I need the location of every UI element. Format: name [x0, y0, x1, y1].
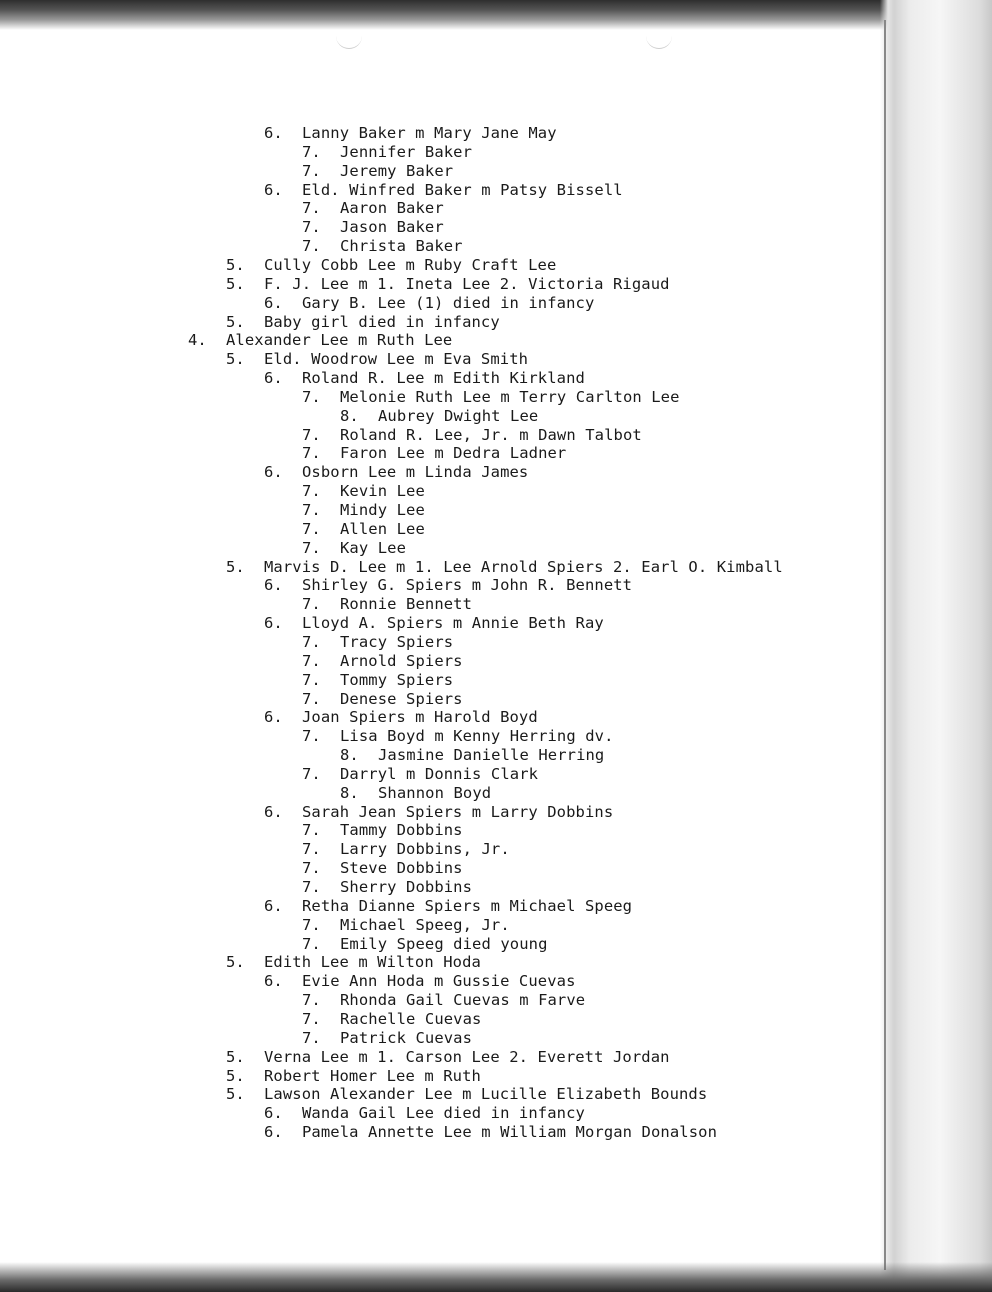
entry-text: Lloyd A. Spiers m Annie Beth Ray [302, 614, 604, 633]
generation-number: 7. [302, 1009, 321, 1028]
entry-text: Wanda Gail Lee died in infancy [302, 1104, 585, 1123]
entry-text: Baby girl died in infancy [264, 312, 500, 331]
generation-number: 6. [264, 614, 283, 633]
genealogy-entry [226, 350, 528, 369]
entry-text: Roland R. Lee, Jr. m Dawn Talbot [340, 425, 642, 444]
genealogy-entry [302, 991, 585, 1010]
entry-text: Lanny Baker m Mary Jane May [302, 124, 557, 142]
generation-number: 6. [264, 463, 283, 482]
entry-text: Denese Spiers [340, 689, 463, 708]
generation-number: 7. [302, 482, 321, 501]
genealogy-entry [302, 482, 425, 501]
entry-text: Lisa Boyd m Kenny Herring dv. [340, 727, 614, 746]
generation-number: 7. [302, 387, 321, 406]
generation-number: 7. [302, 595, 321, 614]
punch-hole-mark [336, 36, 362, 49]
generation-number: 5. [226, 1085, 245, 1104]
genealogy-entry [264, 181, 623, 200]
entry-text: Joan Spiers m Harold Boyd [302, 708, 538, 727]
generation-number: 6. [264, 124, 283, 142]
genealogy-entry [226, 313, 500, 332]
genealogy-entry [302, 633, 453, 652]
entry-text: Pamela Annette Lee m William Morgan Donalson [302, 1123, 717, 1142]
genealogy-entry [302, 840, 510, 859]
generation-number: 5. [226, 953, 245, 972]
genealogy-entry [340, 407, 538, 426]
entry-text: Cully Cobb Lee m Ruby Craft Lee [264, 255, 557, 274]
generation-number: 8. [340, 746, 359, 765]
entry-text: Faron Lee m Dedra Ladner [340, 444, 567, 463]
generation-number: 4. [188, 331, 207, 350]
genealogy-entry [302, 426, 642, 445]
genealogy-entry [302, 727, 614, 746]
genealogy-entry [264, 803, 613, 822]
entry-text: Patrick Cuevas [340, 1028, 473, 1047]
entry-text: Ronnie Bennett [340, 595, 473, 614]
genealogy-entry [302, 595, 472, 614]
entry-text: Jasmine Danielle Herring [378, 746, 605, 765]
genealogy-entry [226, 953, 481, 972]
entry-text: Eld. Winfred Baker m Patsy Bissell [302, 180, 623, 199]
generation-number: 7. [302, 670, 321, 689]
genealogy-entry [302, 199, 444, 218]
genealogy-entry [226, 1085, 707, 1104]
entry-text: Tracy Spiers [340, 632, 454, 651]
entry-text: Kevin Lee [340, 482, 425, 501]
genealogy-entry [302, 1010, 481, 1029]
generation-number: 7. [302, 840, 321, 859]
generation-number: 7. [302, 651, 321, 670]
generation-number: 7. [302, 425, 321, 444]
generation-number: 7. [302, 878, 321, 896]
generation-number: 7. [302, 632, 321, 651]
generation-number: 7. [302, 991, 321, 1010]
generation-number: 7. [302, 501, 321, 519]
generation-number: 5. [226, 1047, 245, 1066]
entry-text: Sarah Jean Spiers m Larry Dobbins [302, 802, 614, 821]
generation-number: 6. [264, 1104, 283, 1123]
entry-text: Jennifer Baker [340, 142, 473, 161]
genealogy-entry [302, 218, 444, 237]
generation-number: 7. [302, 142, 321, 161]
genealogy-entry [264, 972, 576, 991]
genealogy-entry [302, 520, 425, 539]
entry-text: Retha Dianne Spiers m Michael Speeg [302, 896, 633, 915]
entry-text: Christa Baker [340, 237, 463, 256]
entry-text: Rhonda Gail Cuevas m Farve [340, 991, 586, 1010]
entry-text: Alexander Lee m Ruth Lee [226, 331, 453, 350]
generation-number: 7. [302, 821, 321, 840]
generation-number: 7. [302, 199, 321, 218]
genealogy-entry [264, 897, 632, 916]
generation-number: 7. [302, 237, 321, 256]
genealogy-entry [302, 671, 453, 690]
generation-number: 6. [264, 1123, 283, 1142]
genealogy-entry [302, 652, 463, 671]
entry-text: Tammy Dobbins [340, 821, 463, 840]
entry-text: Darryl m Donnis Clark [340, 764, 539, 783]
genealogy-entry [340, 784, 491, 803]
generation-number: 7. [302, 727, 321, 746]
entry-text: Osborn Lee m Linda James [302, 463, 529, 482]
generation-number: 7. [302, 859, 321, 878]
entry-text: Marvis D. Lee m 1. Lee Arnold Spiers 2. Earl O. Kimball [264, 557, 783, 576]
generation-number: 5. [226, 1066, 245, 1085]
entry-text: Evie Ann Hoda m Gussie Cuevas [302, 972, 576, 991]
genealogy-entry [226, 275, 670, 294]
genealogy-entry [302, 237, 463, 256]
generation-number: 5. [226, 557, 245, 576]
genealogy-entry [302, 444, 566, 463]
generation-number: 7. [302, 218, 321, 237]
generation-number: 5. [226, 274, 245, 293]
generation-number: 7. [302, 764, 321, 783]
entry-text: Steve Dobbins [340, 859, 463, 878]
page-edge [884, 20, 886, 1270]
generation-number: 6. [264, 896, 283, 915]
entry-text: Sherry Dobbins [340, 878, 473, 896]
generation-number: 7. [302, 519, 321, 538]
genealogy-entry [264, 369, 585, 388]
entry-text: Shirley G. Spiers m John R. Bennett [302, 576, 633, 595]
entry-text: Michael Speeg, Jr. [340, 915, 510, 934]
entry-text: Melonie Ruth Lee m Terry Carlton Lee [340, 387, 680, 406]
generation-number: 7. [302, 915, 321, 934]
genealogy-entry [302, 539, 406, 558]
entry-text: Eld. Woodrow Lee m Eva Smith [264, 350, 529, 369]
entry-text: Robert Homer Lee m Ruth [264, 1066, 481, 1085]
entry-text: Allen Lee [340, 519, 425, 538]
genealogy-entry [264, 1104, 585, 1123]
generation-number: 5. [226, 312, 245, 331]
generation-number: 6. [264, 576, 283, 595]
generation-number: 7. [302, 444, 321, 463]
genealogy-entry [226, 256, 556, 275]
generation-number: 6. [264, 180, 283, 199]
genealogy-entry [302, 162, 453, 181]
entry-text: Kay Lee [340, 538, 407, 557]
binding-shadow [880, 0, 992, 1292]
genealogy-entry [302, 690, 463, 709]
entry-text: Jason Baker [340, 218, 444, 237]
genealogy-entry [302, 916, 510, 935]
generation-number: 5. [226, 255, 245, 274]
entry-text: Edith Lee m Wilton Hoda [264, 953, 481, 972]
entry-text: Arnold Spiers [340, 651, 463, 670]
entry-text: Jeremy Baker [340, 161, 454, 180]
genealogy-entry [188, 331, 452, 350]
entry-text: Verna Lee m 1. Carson Lee 2. Everett Jordan [264, 1047, 670, 1066]
entry-text: Emily Speeg died young [340, 934, 548, 953]
generation-number: 7. [302, 538, 321, 557]
genealogy-entry [226, 558, 783, 577]
entry-text: Gary B. Lee (1) died in infancy [302, 293, 595, 312]
entry-text: Aaron Baker [340, 199, 444, 218]
genealogy-entry [302, 935, 548, 954]
genealogy-entry [226, 1048, 670, 1067]
entry-text: Roland R. Lee m Edith Kirkland [302, 369, 585, 388]
entry-text: Tommy Spiers [340, 670, 454, 689]
genealogy-entry [302, 859, 463, 878]
generation-number: 8. [340, 406, 359, 425]
generation-number: 8. [340, 783, 359, 802]
genealogy-entry [302, 388, 680, 407]
generation-number: 6. [264, 708, 283, 727]
entry-text: Aubrey Dwight Lee [378, 406, 539, 425]
scan-shadow-bottom [0, 1262, 992, 1292]
genealogy-entry [302, 765, 538, 784]
punch-hole-mark [646, 36, 672, 49]
genealogy-entry [226, 1067, 481, 1086]
entry-text: Rachelle Cuevas [340, 1009, 482, 1028]
entry-text: Larry Dobbins, Jr. [340, 840, 510, 859]
genealogy-entry [264, 1123, 717, 1142]
genealogy-entry [264, 614, 604, 633]
entry-text: F. J. Lee m 1. Ineta Lee 2. Victoria Rigaud [264, 274, 670, 293]
genealogy-entry [302, 878, 472, 897]
generation-number: 6. [264, 369, 283, 388]
generation-number: 7. [302, 689, 321, 708]
generation-number: 6. [264, 972, 283, 991]
genealogy-entry [264, 124, 557, 143]
generation-number: 7. [302, 161, 321, 180]
genealogy-entry [264, 463, 528, 482]
generation-number: 6. [264, 293, 283, 312]
entry-text: Lawson Alexander Lee m Lucille Elizabeth Bounds [264, 1085, 708, 1104]
genealogy-entry [302, 501, 425, 520]
entry-text: Shannon Boyd [378, 783, 492, 802]
generation-number: 6. [264, 802, 283, 821]
scan-shadow-top [0, 0, 992, 30]
generation-number: 7. [302, 1028, 321, 1047]
genealogy-entry [302, 1029, 472, 1048]
generation-number: 5. [226, 350, 245, 369]
entry-text: Mindy Lee [340, 501, 425, 519]
generation-number: 7. [302, 934, 321, 953]
genealogy-entry [302, 821, 463, 840]
genealogy-entry [264, 294, 594, 313]
genealogy-entry [264, 576, 632, 595]
genealogy-entry [302, 143, 472, 162]
genealogy-entry [264, 708, 538, 727]
genealogy-entry [340, 746, 604, 765]
